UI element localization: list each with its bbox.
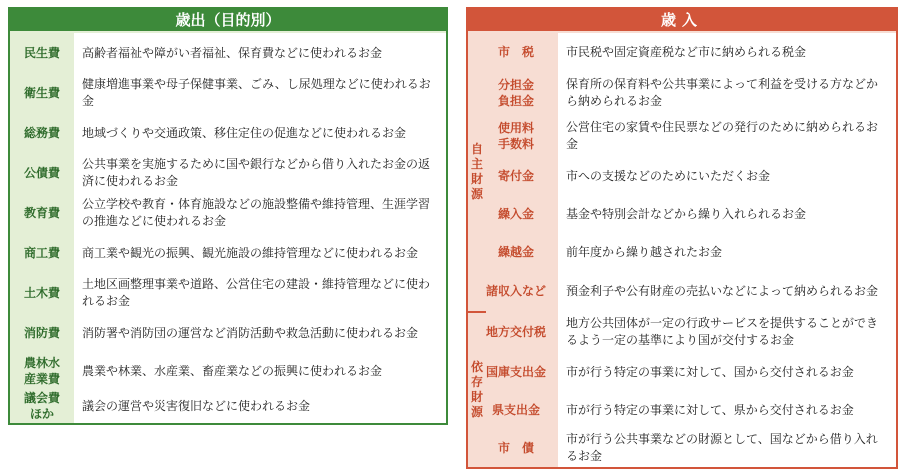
table-row <box>474 429 896 467</box>
row-desc: 農業や林業、水産業、畜産業などの振興に使われるお金 <box>74 353 446 389</box>
row-desc: 地方公共団体が一定の行政サービスを提供することができるよう一定の基準により国が交付するお金 <box>558 311 896 353</box>
row-desc: 公共事業を実施するために国や銀行などから借り入れたお金の返済に使われるお金 <box>74 153 446 193</box>
row-desc: 市が行う公共事業などの財源として、国などから借り入れるお金 <box>558 429 896 467</box>
row-label: 諸収入など <box>485 284 546 298</box>
row-desc: 公営住宅の家賃や住民票などの発行のために納められるお金 <box>558 115 896 157</box>
table-row <box>10 193 446 233</box>
row-desc: 議会の運営や災害復旧などに使われるお金 <box>74 389 446 423</box>
row-desc: 市が行う特定の事業に対して、県から交付されるお金 <box>558 391 896 429</box>
dependent-revenue-category: 依存財源 <box>470 360 483 419</box>
table-row <box>10 353 446 389</box>
row-label: 市 税 <box>497 45 534 59</box>
row-label: 消防費 <box>23 326 60 340</box>
row-desc: 消防署や消防団の運営など消防活動や救急活動に使われるお金 <box>74 313 446 353</box>
row-label: 総務費 <box>23 126 60 140</box>
row-label: 分担金負担金 <box>498 78 535 108</box>
table-row <box>10 153 446 193</box>
row-label: 繰入金 <box>497 207 534 221</box>
table-row <box>474 33 896 71</box>
table-row <box>474 233 896 271</box>
row-desc: 預金利子や公有財産の売払いなどによって納められるお金 <box>558 271 896 311</box>
table-row <box>474 353 896 391</box>
row-desc: 保育所の保育料や公共事業によって利益を受ける方などから納められるお金 <box>558 71 896 115</box>
row-label: 公債費 <box>23 166 60 180</box>
revenue-title: 歳入 <box>468 9 896 31</box>
table-row <box>10 33 446 73</box>
row-desc: 地域づくりや交通政策、移住定住の促進などに使われるお金 <box>74 113 446 153</box>
table-row <box>10 273 446 313</box>
table-row <box>474 195 896 233</box>
row-desc: 市への支援などのためにいただくお金 <box>558 157 896 195</box>
expenditure-panel <box>8 7 448 425</box>
revenue-panel <box>466 7 898 469</box>
expenditure-title: 歳出（目的別） <box>10 9 446 31</box>
row-label: 土木費 <box>23 286 60 300</box>
table-row <box>10 73 446 113</box>
row-desc: 公立学校や教育・体育施設などの施設整備や維持管理、生涯学習の推進などに使われるお金 <box>74 193 446 233</box>
row-desc: 基金や特別会計などから繰り入れられるお金 <box>558 195 896 233</box>
row-label: 農林水産業費 <box>23 356 60 386</box>
row-desc: 商工業や観光の振興、観光施設の維持管理などに使われるお金 <box>74 233 446 273</box>
table-row <box>474 71 896 115</box>
own-revenue-category: 自主財源 <box>470 142 483 201</box>
row-label: 県支出金 <box>491 403 540 417</box>
row-label: 教育費 <box>23 206 60 220</box>
row-label: 使用料手数料 <box>498 121 535 151</box>
table-row <box>10 313 446 353</box>
table-row <box>10 389 446 423</box>
row-label: 寄付金 <box>497 169 534 183</box>
row-desc: 高齢者福祉や障がい者福祉、保育費などに使われるお金 <box>74 33 446 73</box>
table-row <box>474 271 896 311</box>
row-label: 国庫支出金 <box>485 365 546 379</box>
row-desc: 健康増進事業や母子保健事業、ごみ、し尿処理などに使われるお金 <box>74 73 446 113</box>
table-row <box>10 113 446 153</box>
table-row <box>474 391 896 429</box>
row-label: 繰越金 <box>497 245 534 259</box>
row-desc: 土地区画整理事業や道路、公営住宅の建設・維持管理などに使われるお金 <box>74 273 446 313</box>
table-row <box>10 233 446 273</box>
row-label: 商工費 <box>23 246 60 260</box>
row-label: 地方交付税 <box>485 325 546 339</box>
row-label: 民生費 <box>23 46 60 60</box>
row-label: 衛生費 <box>23 86 60 100</box>
row-desc: 市民税や固定資産税など市に納められる税金 <box>558 33 896 71</box>
row-desc: 市が行う特定の事業に対して、国から交付されるお金 <box>558 353 896 391</box>
table-row <box>474 157 896 195</box>
row-desc: 前年度から繰り越されたお金 <box>558 233 896 271</box>
row-label: 議会費ほか <box>23 391 60 421</box>
table-row <box>474 311 896 353</box>
table-row <box>474 115 896 157</box>
row-label: 市 債 <box>497 441 534 455</box>
